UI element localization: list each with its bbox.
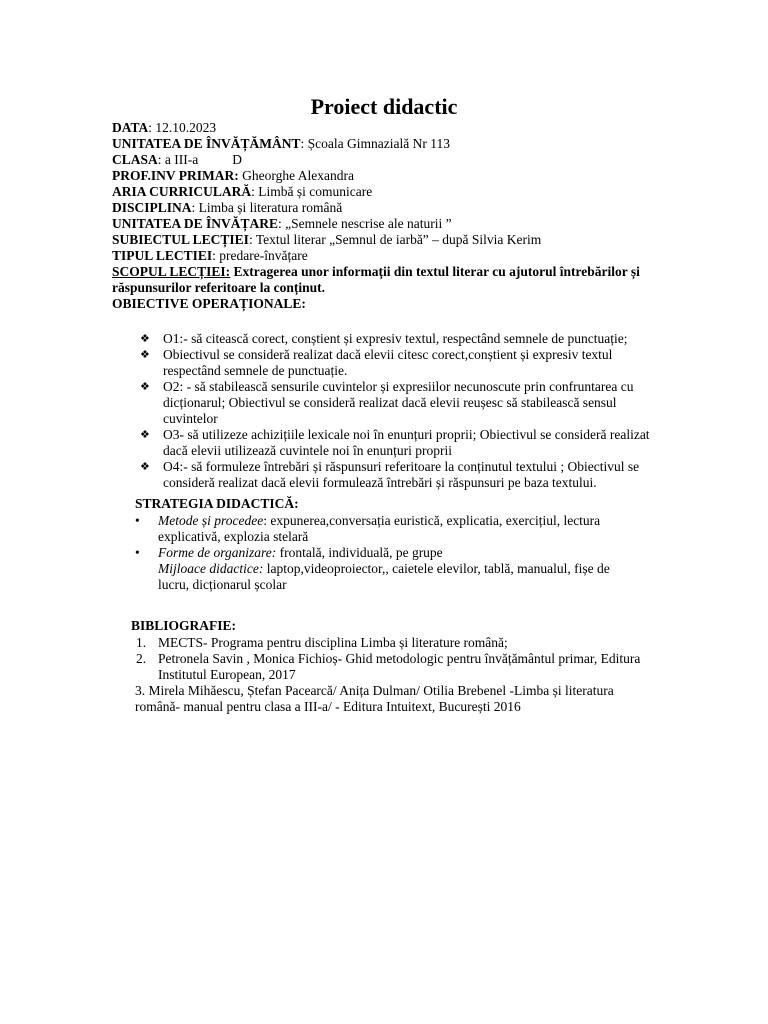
learning-unit-value: : „Semnele nescrise ale naturii ” xyxy=(278,216,452,231)
objectives-list xyxy=(140,331,660,491)
class-letter: D xyxy=(232,152,242,167)
objective-text: O3- să utilizeze achizițiile lexicale noi în enunțuri proprii; Obiectivul se consideră realizat dacă elevii utilizează cuvintele noi în enunțuri proprii xyxy=(163,427,650,458)
lesson-purpose-line xyxy=(112,264,672,296)
list-item xyxy=(140,331,660,347)
organization-forms-label: Forme de organizare: xyxy=(158,545,277,560)
school-line xyxy=(112,136,672,152)
date-value: : 12.10.2023 xyxy=(148,120,217,135)
teacher-value: Gheorghe Alexandra xyxy=(238,168,354,183)
school-value: : Școala Gimnazială Nr 113 xyxy=(300,136,450,151)
school-label: UNITATEA DE ÎNVĂȚĂMÂNT xyxy=(112,136,301,151)
lesson-type-label: TIPUL LECTIEI xyxy=(112,248,213,263)
diamond-bullet-icon: ❖ xyxy=(140,461,150,473)
teaching-aids-value: laptop,videoproiector,, caietele elevilor, tablă, manualul, fișe de lucru, dicționarul școlar xyxy=(158,561,610,592)
class-line xyxy=(112,152,672,168)
strategy-list xyxy=(133,513,633,593)
page-title: Proiect didactic xyxy=(310,94,458,119)
bibliography-entry-3: 3. Mirela Mihăescu, Ștefan Pacearcă/ Anița Dulman/ Otilia Brebenel -Limba și literatura română- manual pentru clasa a III-a/ - Editura Intuitext, București 2016 xyxy=(135,683,614,714)
list-item xyxy=(140,347,660,379)
bibliography-entry: MECTS- Programa pentru disciplina Limba și literature română; xyxy=(158,635,508,650)
item-number: 1. xyxy=(136,635,147,650)
item-number: 2. xyxy=(136,651,147,666)
curriculum-area-value: : Limbă și comunicare xyxy=(251,184,373,199)
teacher-line xyxy=(112,168,672,184)
objective-text: Obiectivul se consideră realizat dacă elevii citesc corect,conștient și expresiv textul respectând semnele de punctuație. xyxy=(163,347,613,378)
diamond-bullet-icon: ❖ xyxy=(140,349,150,361)
objective-text: O1:- să citească corect, conștient și expresiv textul, respectând semnele de punctuație; xyxy=(163,331,628,346)
date-label: DATA xyxy=(112,120,149,135)
teaching-aids-label: Mijloace didactice: xyxy=(158,561,264,576)
objective-text: O4:- să formuleze întrebări și răspunsuri referitoare la conținutul textului ; Obiectivul se consideră realizat dacă elevii formulează întrebări și răspunsuri pe baza textului. xyxy=(163,459,640,490)
bullet-icon: • xyxy=(135,545,140,560)
date-line xyxy=(112,120,672,136)
lesson-header xyxy=(112,120,672,312)
bullet-icon: • xyxy=(135,513,140,528)
objectives-heading: OBIECTIVE OPERAȚIONALE: xyxy=(112,296,306,311)
list-item xyxy=(140,459,660,491)
learning-unit-line xyxy=(112,216,672,232)
subject-line xyxy=(112,232,672,248)
bibliography-entry: Petronela Savin , Monica Fichioș- Ghid metodologic pentru învățământul primar, Editura Institutul European, 2017 xyxy=(158,651,641,682)
bibliography-heading: BIBLIOGRAFIE: xyxy=(131,618,237,633)
list-item xyxy=(140,379,660,427)
learning-unit-label: UNITATEA DE ÎNVĂȚARE xyxy=(112,216,279,231)
methods-value: : expunerea,conversația euristică, explicatia, exercițiul, lectura explicativă, explozia stelară xyxy=(158,513,601,544)
list-item xyxy=(140,427,660,459)
list-item xyxy=(133,561,633,593)
diamond-bullet-icon: ❖ xyxy=(140,429,150,441)
list-item xyxy=(136,651,656,683)
class-value: : a III-a xyxy=(157,152,199,167)
subject-value: : Textul literar „Semnul de iarbă” – după Silvia Kerim xyxy=(248,232,542,247)
bibliography-list xyxy=(136,635,656,683)
discipline-label: DISCIPLINA xyxy=(112,200,192,215)
organization-forms-value: frontală, individuală, pe grupe xyxy=(276,545,443,560)
lesson-type-value: : predare-învățare xyxy=(212,248,308,263)
strategy-heading: STRATEGIA DIDACTICĂ: xyxy=(135,496,299,511)
methods-label: Metode și procedee xyxy=(158,513,264,528)
discipline-value: : Limba și literatura română xyxy=(191,200,343,215)
lesson-purpose-label: SCOPUL LECȚIEI: xyxy=(112,264,231,279)
curriculum-area-label: ARIA CURRICULARĂ xyxy=(112,184,252,199)
list-item xyxy=(133,545,633,561)
list-item xyxy=(136,635,656,651)
discipline-line xyxy=(112,200,672,216)
diamond-bullet-icon: ❖ xyxy=(140,333,150,345)
lesson-type-line xyxy=(112,248,672,264)
class-label: CLASA xyxy=(112,152,158,167)
diamond-bullet-icon: ❖ xyxy=(140,381,150,393)
curriculum-area-line xyxy=(112,184,672,200)
teacher-label: PROF.INV PRIMAR: xyxy=(112,168,239,183)
subject-label: SUBIECTUL LECȚIEI xyxy=(112,232,249,247)
objective-text: O2: - să stabilească sensurile cuvintelor și expresiilor necunoscute prin confruntarea cu dicționarul; Obiectivul se consideră realizat dacă elevii reușesc să stabilească sensul cuvintelor xyxy=(163,379,634,426)
list-item xyxy=(133,513,633,545)
lesson-purpose-value: Extragerea unor informații din textul literar cu ajutorul întrebărilor și răspunsurilor referitoare la conținut. xyxy=(112,264,640,295)
